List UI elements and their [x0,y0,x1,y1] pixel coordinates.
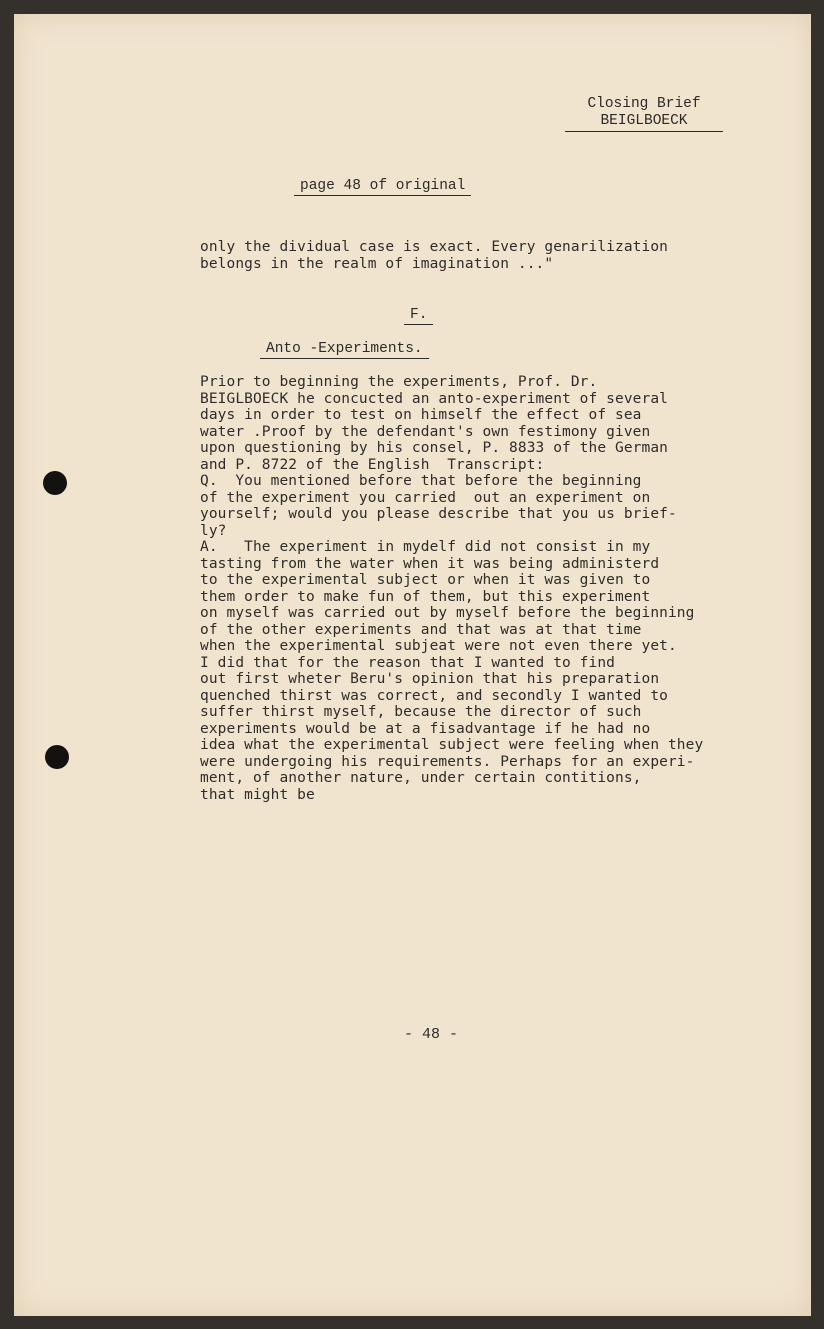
paragraph-main-line: and P. 8722 of the English Transcript: [200,456,545,473]
paragraph-main-line: upon questioning by his consel, P. 8833 of the German [200,440,668,456]
paragraph-main-line: of the other experiments and that was at that time [200,621,642,638]
paragraph-main-line: quenched thirst was correct, and secondly I wanted to [200,687,668,704]
paragraph-main-line: that might be [200,786,315,803]
page-number: - 48 - [404,1026,459,1043]
punch-hole-top [43,471,67,495]
header-block [565,96,723,132]
paragraph-main-line: water .Proof by the defendant's own festimony given [200,423,651,440]
paragraph-main-line: when the experimental subjeat were not even there yet. [200,638,677,654]
paragraph-main-line: to the experimental subject or when it was given to [200,572,651,588]
section-title-text: Anto -Experiments. [260,341,429,359]
paragraph-main-line: A. The experiment in mydelf did not consist in my [200,539,651,555]
paragraph-top-line: belongs in the realm of imagination ..." [200,255,554,272]
paragraph-main-line: on myself was carried out by myself before the beginning [200,605,695,621]
paragraph-main-line: ly? [200,522,227,539]
section-letter [404,307,433,323]
header-line-1: Closing Brief [587,96,701,112]
paragraph-main-line: idea what the experimental subject were feeling when they [200,737,704,753]
original-page-reference [294,178,471,194]
paragraph-main-line: suffer thirst myself, because the director of such [200,704,642,720]
paragraph-top-line: only the dividual case is exact. Every genarilization [200,239,668,255]
paragraph-main-line: yourself; would you please describe that you us brief- [200,506,677,522]
header-line-2: BEIGLBOECK [565,113,723,132]
paragraph-main-line: BEIGLBOECK he concucted an anto-experiment of several [200,390,668,407]
section-letter-text: F. [404,307,433,325]
punch-hole-bottom [45,745,69,769]
paragraph-top [200,239,790,272]
paragraph-main-line: ment, of another nature, under certain contitions, [200,770,642,786]
paragraph-main [200,374,790,803]
paragraph-main-line: were undergoing his requirements. Perhaps for an experi- [200,753,695,770]
paragraph-main-line: Prior to beginning the experiments, Prof. Dr. [200,374,598,390]
paragraph-main-line: experiments would be at a fisadvantage if he had no [200,720,651,737]
paragraph-main-line: Q. You mentioned before that before the beginning [200,473,642,489]
paragraph-main-line: out first wheter Beru's opinion that his preparation [200,671,660,687]
document-page [14,14,811,1316]
paragraph-main-line: days in order to test on himself the effect of sea [200,407,642,423]
section-title [260,341,429,357]
paragraph-main-line: tasting from the water when it was being administerd [200,555,660,572]
paragraph-main-line: them order to make fun of them, but this experiment [200,588,651,605]
paragraph-main-line: I did that for the reason that I wanted to find [200,654,615,671]
original-page-reference-text: page 48 of original [294,178,471,196]
paragraph-main-line: of the experiment you carried out an experiment on [200,489,651,506]
